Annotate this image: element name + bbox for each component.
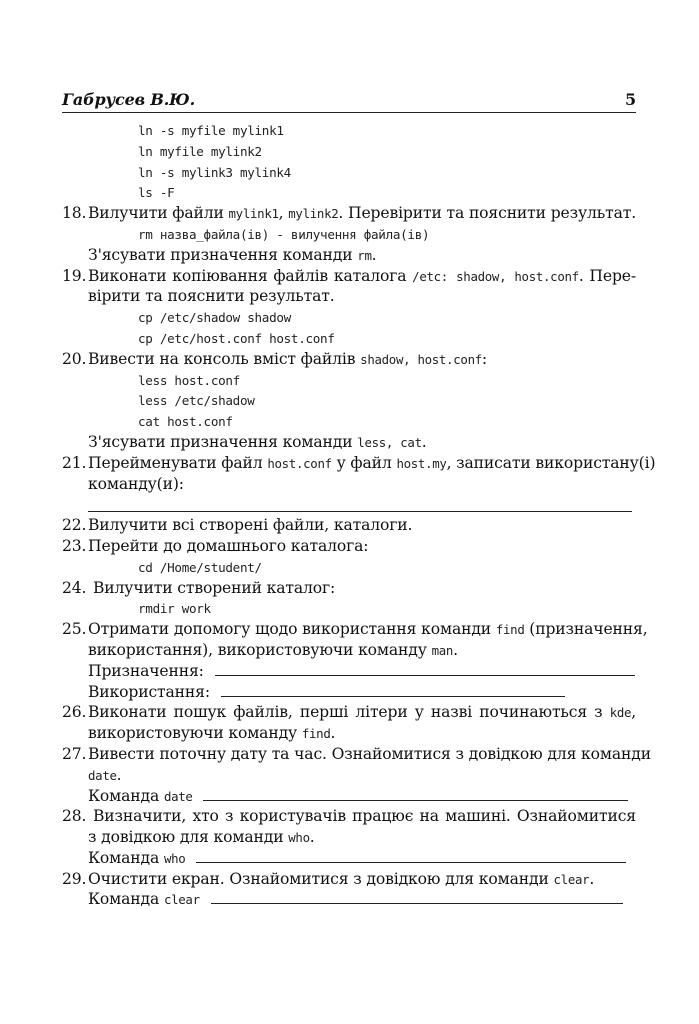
task-text: Вилучити файли mylink1, mylink2. Перевірити та пояснити результат. (88, 204, 637, 223)
command-label: Команда (88, 848, 164, 867)
task-number: 20. (62, 349, 87, 368)
task-text-continued: вірити та пояснити результат. (88, 287, 335, 306)
task-number: 24. (62, 578, 87, 597)
code-line: cp /etc/host.conf host.conf (138, 330, 335, 346)
task-number: 26. (62, 703, 87, 722)
task-number: 23. (62, 536, 87, 555)
task-22 (62, 515, 636, 536)
task-number: 19. (62, 266, 87, 285)
task-text: Вилучити створений каталог: (93, 578, 336, 597)
usage-blank[interactable] (221, 682, 565, 697)
command-blank[interactable] (203, 786, 628, 801)
task-27 (62, 744, 651, 765)
task-text: Перейти до домашнього каталога: (88, 536, 369, 555)
code-line: rm назва_файла(ів) - вилучення файла(ів) (138, 226, 430, 242)
page-number: 5 (625, 90, 636, 109)
usage-answer-line (62, 682, 636, 703)
task-text: Перейменувати файл host.conf у файл host.my, записати використану(і) (88, 453, 656, 472)
task-text: Виконати пошук файлів, перші літери у назві починаються з kde, (88, 703, 636, 722)
task-number: 22. (62, 516, 87, 535)
code-line: less /etc/shadow (138, 393, 255, 409)
answer-underline (88, 511, 632, 512)
purpose-label: Призначення: (88, 661, 204, 680)
running-header (62, 86, 636, 113)
task-note: З'ясувати призначення команди rm. (88, 245, 377, 264)
command-answer-line: Команда date (62, 786, 636, 807)
task-text-continued: використання), використовуючи команду man. (88, 640, 458, 659)
task-text: Виконати копіювання файлів каталога /etc: shadow, host.conf. Пере- (88, 266, 636, 285)
task-number: 25. (62, 620, 87, 639)
task-number: 28. (62, 807, 87, 826)
task-24 (62, 578, 636, 599)
code-line: ln -s mylink3 mylink4 (138, 164, 291, 180)
task-21 (62, 453, 656, 474)
task-20 (62, 349, 636, 370)
task-text: Визначити, хто з користувачів працює на машині. Ознайомитися (93, 807, 636, 826)
task-text-continued: команду(и): (88, 474, 184, 493)
task-18 (62, 203, 636, 224)
task-25 (62, 619, 648, 640)
code-line: ls -F (138, 185, 175, 201)
answer-line[interactable] (62, 494, 636, 515)
task-text: Вилучити всі створені файли, каталоги. (88, 516, 413, 535)
command-label: Команда (88, 786, 164, 805)
task-text-continued: з довідкою для команди who. (88, 828, 315, 847)
code-line: cat host.conf (138, 414, 233, 430)
task-23 (62, 536, 636, 557)
task-number: 18. (62, 204, 87, 223)
content (62, 120, 656, 910)
task-number: 29. (62, 869, 87, 888)
command-label: Команда (88, 890, 164, 909)
code-line: ln -s myfile mylink1 (138, 123, 284, 138)
command-answer-line: Команда clear (62, 889, 636, 910)
task-28 (62, 806, 636, 827)
task-text: Очистити екран. Ознайомитися з довідкою для команди clear. (88, 869, 595, 888)
code-line: cp /etc/shadow shadow (138, 310, 291, 326)
task-text: Вивести на консоль вміст файлів shadow, host.conf: (88, 349, 487, 368)
task-29 (62, 869, 636, 890)
task-26 (62, 702, 636, 723)
code-line: cd /Home/student/ (138, 559, 262, 575)
author-name: Габрусев В.Ю. (62, 90, 196, 109)
task-text: Вивести поточну дату та час. Ознайомитися з довідкою для команди (88, 744, 651, 763)
task-text-continued: використовуючи команду find. (88, 724, 336, 743)
code-line: ln myfile mylink2 (138, 143, 262, 159)
usage-label: Використання: (88, 682, 210, 701)
purpose-answer-line (62, 661, 636, 682)
task-note: З'ясувати призначення команди less, cat. (88, 432, 427, 451)
command-answer-line: Команда who (62, 848, 636, 869)
command-blank[interactable] (196, 848, 626, 863)
task-text: Отримати допомогу щодо використання команди find (призначення, (88, 620, 648, 639)
code-line: less host.conf (138, 372, 240, 388)
code-line: rmdir work (138, 601, 211, 617)
task-text-continued: date. (88, 765, 122, 784)
purpose-blank[interactable] (215, 661, 635, 676)
task-number: 27. (62, 744, 87, 763)
task-19 (62, 266, 636, 287)
task-number: 21. (62, 453, 87, 472)
command-blank[interactable] (211, 889, 623, 904)
